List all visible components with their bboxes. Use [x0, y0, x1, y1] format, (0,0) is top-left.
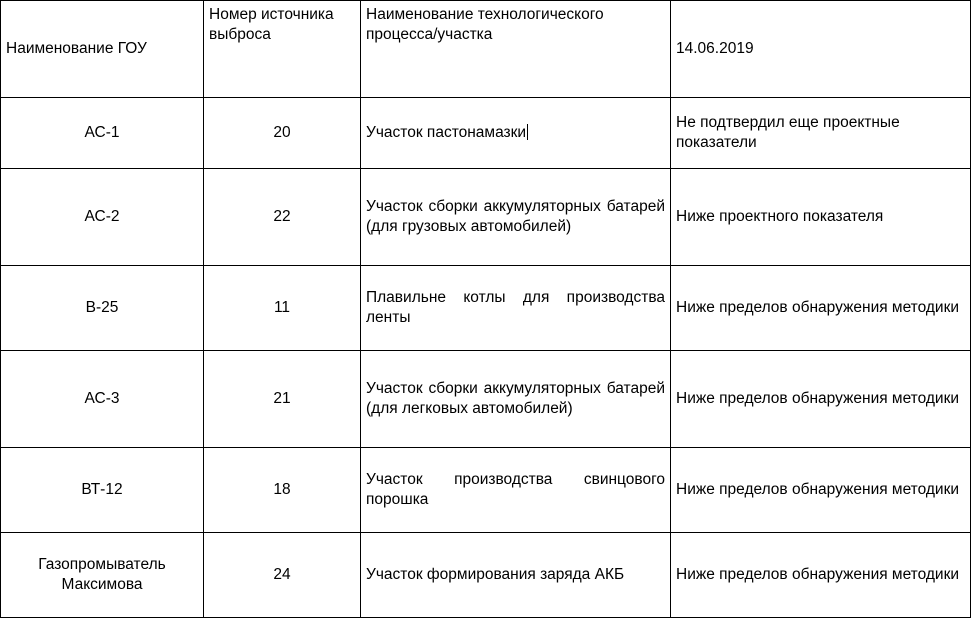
- table-row: [1, 533, 971, 618]
- cell-gou: АС-1: [1, 98, 204, 169]
- cell-source-number: 20: [204, 98, 361, 169]
- cell-gou: ВТ-12: [1, 448, 204, 533]
- cell-process: [361, 98, 671, 169]
- header-cell-gou: Наименование ГОУ: [1, 1, 204, 98]
- cell-result: Ниже пределов обнаружения методики: [671, 351, 971, 448]
- cell-result: Ниже проектного показателя: [671, 169, 971, 266]
- cell-result: Не подтвердил еще проектные показатели: [671, 98, 971, 169]
- cell-process-text: Участок пастонамазки: [366, 123, 527, 141]
- cell-result: Ниже пределов обнаружения методики: [671, 448, 971, 533]
- cell-result: Ниже пределов обнаружения методики: [671, 533, 971, 618]
- header-cell-date: 14.06.2019: [671, 1, 971, 98]
- cell-source-number: 21: [204, 351, 361, 448]
- header-cell-process: Наименование технологического процесса/участка: [361, 1, 671, 98]
- cell-process: Участок производства свинцового порошка: [361, 448, 671, 533]
- table-row: [1, 448, 971, 533]
- header-cell-source-number: Номер источника выброса: [204, 1, 361, 98]
- cell-source-number: 22: [204, 169, 361, 266]
- cell-process: Участок сборки аккумуляторных батарей (для легковых автомобилей): [361, 351, 671, 448]
- cell-source-number: 11: [204, 266, 361, 351]
- table-header-row: [1, 1, 971, 98]
- text-caret: [527, 124, 528, 140]
- table-row: [1, 351, 971, 448]
- cell-gou: В-25: [1, 266, 204, 351]
- cell-gou: АС-2: [1, 169, 204, 266]
- table-row: [1, 266, 971, 351]
- cell-process: Участок сборки аккумуляторных батарей (для грузовых автомобилей): [361, 169, 671, 266]
- cell-process: Участок формирования заряда АКБ: [361, 533, 671, 618]
- cell-gou: АС-3: [1, 351, 204, 448]
- cell-source-number: 24: [204, 533, 361, 618]
- table-row: [1, 98, 971, 169]
- cell-source-number: 18: [204, 448, 361, 533]
- cell-gou: Газопромыватель Максимова: [1, 533, 204, 618]
- cell-process: Плавильне котлы для производства ленты: [361, 266, 671, 351]
- cell-result: Ниже пределов обнаружения методики: [671, 266, 971, 351]
- table-row: [1, 169, 971, 266]
